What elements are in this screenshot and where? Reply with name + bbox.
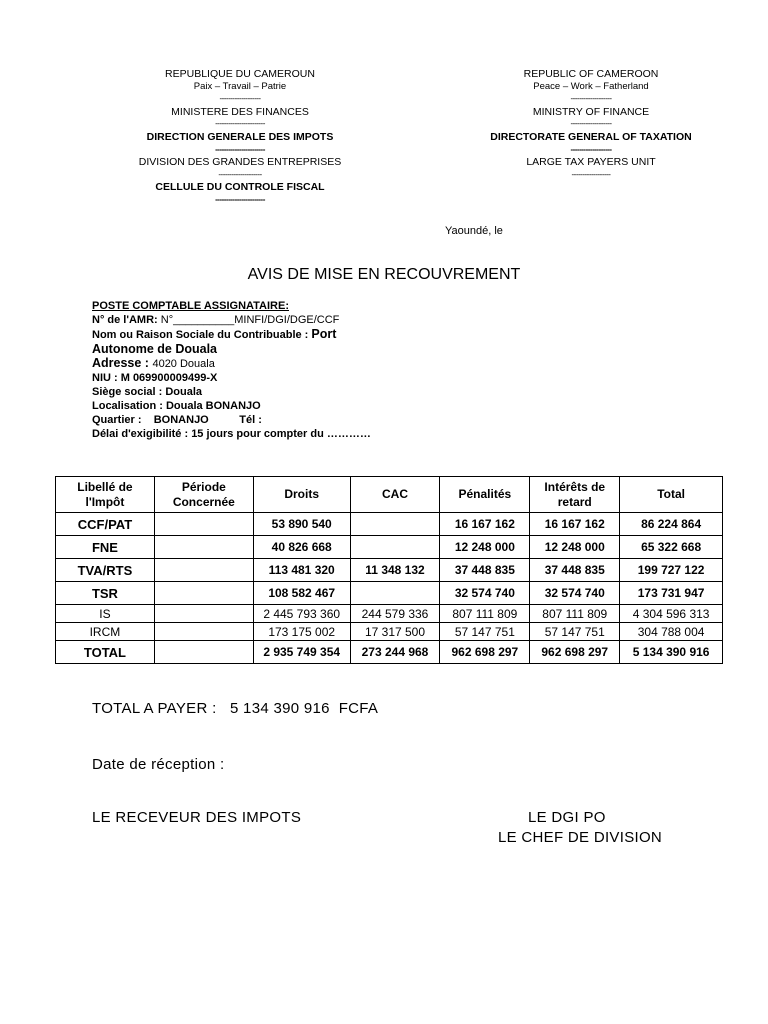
table-row [56, 623, 723, 641]
nom-value-cont: Autonome de Douala [92, 342, 218, 356]
siege-line: Siège social : Douala [92, 386, 203, 398]
niu-line: NIU : M 069900009499-X [92, 372, 218, 384]
table-cell: 4 304 596 313 [620, 605, 723, 623]
division-fr: DIVISION DES GRANDES ENTREPRISES [138, 156, 342, 169]
ministry-en: MINISTRY OF FINANCE [532, 105, 650, 118]
table-row [56, 582, 723, 605]
country-fr: REPUBLIQUE DU CAMEROUN [165, 68, 315, 80]
separator: ----------------------- [215, 119, 265, 129]
localisation-line: Localisation : Douala BONANJO [92, 400, 261, 412]
nom-value: Port [311, 327, 337, 341]
separator: -------------------- [218, 169, 262, 179]
table-row [56, 605, 723, 623]
column-header: Total [620, 477, 723, 513]
table-cell: 32 574 740 [530, 582, 620, 605]
tax-label-cell: IRCM [56, 623, 155, 641]
table-cell: 273 244 968 [350, 641, 440, 664]
dgi-signature: LE DGI PO [528, 809, 606, 826]
table-cell [154, 582, 253, 605]
column-header: CAC [350, 477, 440, 513]
adresse-line [92, 356, 452, 371]
tax-label-cell: FNE [56, 536, 155, 559]
header-left [130, 68, 350, 207]
table-cell [154, 605, 253, 623]
table-cell: 53 890 540 [253, 513, 350, 536]
table-cell: 2 445 793 360 [253, 605, 350, 623]
poste-comptable: POSTE COMPTABLE ASSIGNATAIRE: [92, 300, 289, 312]
table-cell: 807 111 809 [440, 605, 530, 623]
date-reception: Date de réception : [92, 756, 225, 773]
table-cell: 244 579 336 [350, 605, 440, 623]
header-right [480, 68, 702, 181]
table-cell [350, 513, 440, 536]
table-cell: 17 317 500 [350, 623, 440, 641]
table-cell: 2 935 749 354 [253, 641, 350, 664]
table-cell: 304 788 004 [620, 623, 723, 641]
direction-en: DIRECTORATE GENERAL OF TAXATION [490, 130, 692, 143]
adresse-value: 4020 Douala [152, 358, 215, 370]
separator: ------------------- [570, 144, 612, 154]
column-header: Pénalités [440, 477, 530, 513]
table-cell: 807 111 809 [530, 605, 620, 623]
table-cell: 86 224 864 [620, 513, 723, 536]
tax-label-cell: TOTAL [56, 641, 155, 664]
column-header: Droits [253, 477, 350, 513]
separator: ----------------------- [215, 194, 265, 204]
table-cell: 11 348 132 [350, 559, 440, 582]
table-cell: 16 167 162 [440, 513, 530, 536]
delai-line: Délai d'exigibilité : 15 jours pour compter du ………… [92, 428, 371, 440]
quartier-line: Quartier : BONANJO Tél : [92, 414, 262, 426]
table-row [56, 536, 723, 559]
tax-label-cell: TVA/RTS [56, 559, 155, 582]
table-cell: 37 448 835 [440, 559, 530, 582]
place-date: Yaoundé, le [445, 225, 503, 237]
receveur-signature: LE RECEVEUR DES IMPOTS [92, 809, 302, 826]
table-cell: 962 698 297 [440, 641, 530, 664]
motto-en: Peace – Work – Fatherland [533, 80, 649, 92]
table-cell: 173 175 002 [253, 623, 350, 641]
direction-fr: DIRECTION GENERALE DES IMPOTS [146, 130, 334, 143]
table-cell: 173 731 947 [620, 582, 723, 605]
table-header-row [56, 477, 723, 513]
table-cell: 32 574 740 [440, 582, 530, 605]
table-row [56, 559, 723, 582]
separator: ------------------- [570, 94, 612, 104]
ministry-fr: MINISTERE DES FINANCES [171, 105, 309, 118]
table-cell: 16 167 162 [530, 513, 620, 536]
separator: ------------------- [570, 119, 612, 129]
table-cell: 12 248 000 [440, 536, 530, 559]
adresse-label: Adresse : [92, 356, 153, 370]
table-cell: 12 248 000 [530, 536, 620, 559]
nom-label: Nom ou Raison Sociale du Contribuable : [92, 329, 312, 341]
table-cell [154, 513, 253, 536]
chef-division-signature: LE CHEF DE DIVISION [498, 829, 663, 846]
unit-en: LARGE TAX PAYERS UNIT [526, 156, 656, 169]
cell-fr: CELLULE DU CONTROLE FISCAL [155, 181, 325, 194]
table-cell [154, 623, 253, 641]
table-cell: 962 698 297 [530, 641, 620, 664]
column-header: Intérêts de retard [530, 477, 620, 513]
table-cell: 5 134 390 916 [620, 641, 723, 664]
separator: ----------------------- [215, 144, 265, 154]
column-header: Libellé de l'Impôt [56, 477, 155, 513]
document-title: AVIS DE MISE EN RECOUVREMENT [247, 266, 521, 283]
motto-fr: Paix – Travail – Patrie [193, 80, 287, 92]
table-cell: 57 147 751 [440, 623, 530, 641]
tax-label-cell: IS [56, 605, 155, 623]
table-cell [350, 582, 440, 605]
tax-label-cell: CCF/PAT [56, 513, 155, 536]
table-cell [154, 641, 253, 664]
table-cell: 113 481 320 [253, 559, 350, 582]
table-cell: 108 582 467 [253, 582, 350, 605]
table-cell: 37 448 835 [530, 559, 620, 582]
table-cell: 40 826 668 [253, 536, 350, 559]
table-cell [154, 536, 253, 559]
separator: ------------------ [571, 169, 611, 179]
taxpayer-info [92, 299, 452, 441]
amr-label: N° de l'AMR: [92, 314, 158, 326]
country-en: REPUBLIC OF CAMEROON [523, 68, 659, 80]
tax-table [55, 476, 723, 664]
table-cell: 199 727 122 [620, 559, 723, 582]
column-header: Période Concernée [154, 477, 253, 513]
amr-value: N°__________MINFI/DGI/DGE/CCF [157, 314, 340, 326]
separator: ------------------- [219, 94, 261, 104]
table-cell [350, 536, 440, 559]
table-cell: 65 322 668 [620, 536, 723, 559]
table-row [56, 513, 723, 536]
table-total-row [56, 641, 723, 664]
table-cell [154, 559, 253, 582]
table-cell: 57 147 751 [530, 623, 620, 641]
tax-label-cell: TSR [56, 582, 155, 605]
total-a-payer: TOTAL A PAYER : 5 134 390 916 FCFA [92, 700, 379, 717]
amr-line [92, 313, 452, 327]
nom-line [92, 327, 452, 342]
